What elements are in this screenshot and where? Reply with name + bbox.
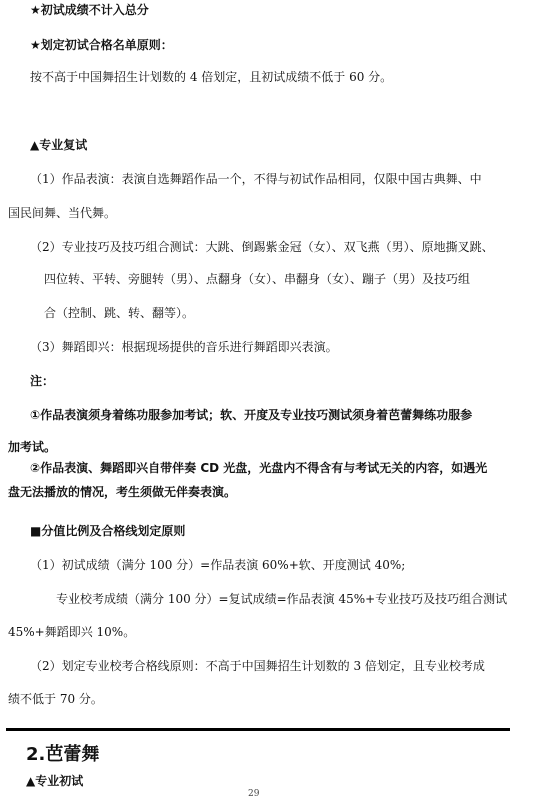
line-retest-1a: （1）作品表演：表演自选舞蹈作品一个，不得与初试作品相同，仅限中国古典舞、中 [30, 172, 482, 186]
line-qualify-principle-heading: ★划定初试合格名单原则： [30, 38, 173, 52]
line-retest-2c: 合（控制、跳、转、翻等）。 [44, 306, 195, 320]
note-2a: ②作品表演、舞蹈即兴自带伴奏 CD 光盘，光盘内不得含有与考试无关的内容，如遇光 [30, 461, 488, 475]
line-score-1: （1）初试成绩（满分 100 分）=作品表演 60%+软、开度测试 40%; [30, 558, 406, 572]
line-score-3a: （2）划定专业校考合格线原则：不高于中国舞招生计划数的 3 倍划定，且专业校考成 [30, 659, 485, 673]
note-1b: 加考试。 [8, 440, 57, 454]
line-score-3b: 绩不低于 70 分。 [8, 692, 103, 706]
note-label: 注： [30, 374, 55, 388]
line-score-2b: 45%+舞蹈即兴 10%。 [8, 625, 136, 639]
line-retest-3: （3）舞蹈即兴：根据现场提供的音乐进行舞蹈即兴表演。 [30, 340, 338, 354]
line-qualify-principle: 按不高于中国舞招生计划数的 4 倍划定，且初试成绩不低于 60 分。 [30, 70, 393, 84]
line-retest-2a: （2）专业技巧及技巧组合测试：大跳、倒踢紫金冠（女）、双飞燕（男）、原地撕叉跳、 [30, 240, 494, 254]
page-number: 29 [248, 789, 260, 799]
line-retest-2b: 四位转、平转、旁腿转（男）、点翻身（女）、串翻身（女）、蹦子（男）及技巧组 [44, 272, 471, 286]
line-score-2a: 专业校考成绩（满分 100 分）=复试成绩=作品表演 45%+专业技巧及技巧组合测试 [56, 592, 508, 606]
heading-score-ratio: ■分值比例及合格线划定原则 [30, 524, 186, 538]
section-heading-ballet: 2.芭蕾舞 [26, 744, 100, 765]
note-1a: ①作品表演须身着练功服参加考试；软、开度及专业技巧测试须身着芭蕾舞练功服参 [30, 408, 473, 422]
line-first-score-note: ★初试成绩不计入总分 [30, 3, 149, 17]
note-2b: 盘无法播放的情况，考生须做无伴奏表演。 [8, 485, 237, 499]
line-retest-1b: 国民间舞、当代舞。 [8, 206, 117, 220]
heading-professional-retest: ▲专业复试 [30, 138, 88, 152]
subheading-professional-first-test: ▲专业初试 [26, 774, 84, 788]
section-divider [6, 728, 510, 731]
